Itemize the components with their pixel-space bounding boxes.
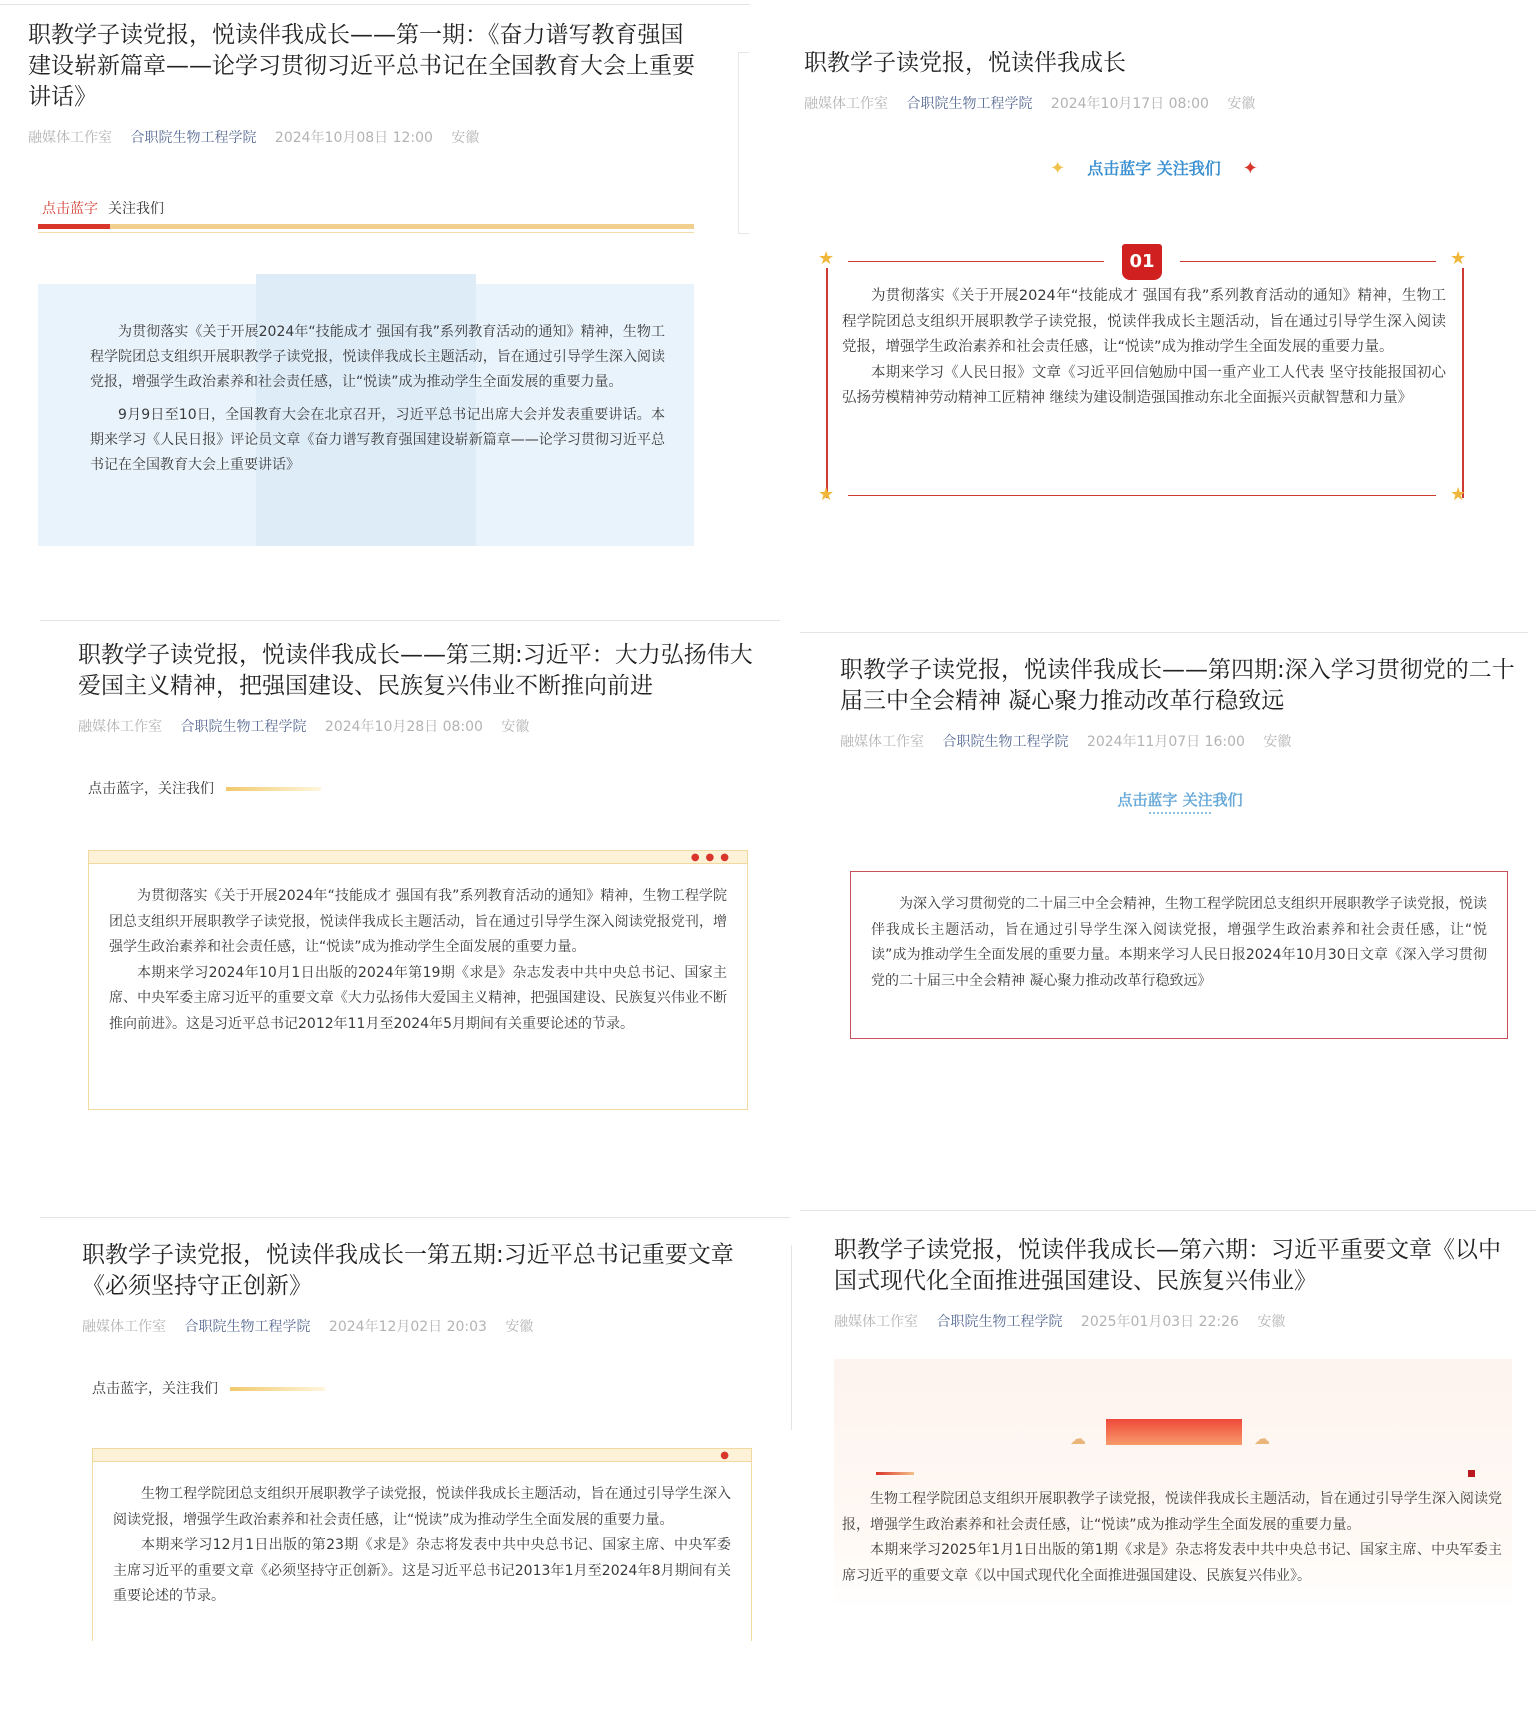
star-icon: ★ [1450, 484, 1467, 505]
article-meta [834, 1311, 1514, 1331]
meta-region: 安徽 [501, 719, 530, 735]
article-meta [82, 1316, 762, 1336]
article-panel-5 [82, 1240, 762, 1640]
follow-text: 点击蓝字 关注我们 [1087, 159, 1221, 178]
paragraph: 生物工程学院团总支组织开展职教学子读党报，悦读伴我成长主题活动，旨在通过引导学生深入阅读党报，增强学生政治素养和社会责任感，让“悦读”成为推动学生全面发展的重要力量。 [842, 1491, 1502, 1533]
article-panel-2 [804, 48, 1504, 528]
meta-studio: 融媒体工作室 [804, 96, 888, 112]
intro-box [38, 284, 694, 546]
article-title[interactable]: 职教学子读党报，悦读伴我成长——第三期:习近平：大力弘扬伟大爱国主义精神，把强国建设、民族复兴伟业不断推向前进 [78, 642, 753, 699]
row1-divider-left [40, 620, 780, 621]
meta-studio: 融媒体工作室 [840, 734, 924, 750]
article-title[interactable]: 职教学子读党报，悦读伴我成长一第五期:习近平总书记重要文章《必须坚持守正创新》 [82, 1242, 734, 1299]
meta-studio: 融媒体工作室 [28, 130, 112, 146]
meta-account-link[interactable]: 合职院生物工程学院 [130, 130, 257, 146]
follow-us-banner[interactable] [42, 198, 164, 218]
follow-gradient-bar [230, 1387, 325, 1391]
content-frame [818, 248, 1467, 508]
paragraph: 为贯彻落实《关于开展2024年“技能成才 强国有我”系列教育活动的通知》精神，生物工程学院团总支组织开展职教学子读党报，悦读伴我成长主题活动，旨在通过引导学生深入阅读党报，增强学生政治素养和社会责任感，让“悦读”成为推动学生全面发展的重要力量。 [90, 324, 665, 390]
intro-box-topbar [89, 851, 747, 864]
frame-right-line [1462, 268, 1464, 498]
follow-us-banner[interactable] [88, 778, 321, 798]
frame-top-line-right [1180, 261, 1436, 262]
intro-box [92, 1448, 752, 1641]
follow-text: 关注我们 [108, 201, 164, 217]
meta-region: 安徽 [1263, 734, 1292, 750]
left-accent-mark [876, 1472, 914, 1475]
follow-text: 点击蓝字，关注我们 [88, 781, 214, 797]
sparkle-icon: ✦ [1050, 158, 1066, 179]
paragraph: 9月9日至10日，全国教育大会在北京召开，习近平总书记出席大会并发表重要讲话。本期来学习《人民日报》评论员文章《奋力谱写教育强国建设崭新篇章——论学习贯彻习近平总书记在全国教育大会上重要讲话》 [90, 407, 665, 473]
star-icon: ★ [1450, 248, 1467, 269]
follow-gradient-bar [226, 787, 321, 791]
row2-divider-right [800, 1210, 1536, 1211]
meta-datetime: 2024年10月08日 12:00 [274, 130, 433, 146]
meta-account-link[interactable]: 合职院生物工程学院 [184, 1319, 311, 1335]
meta-datetime: 2024年10月28日 08:00 [324, 719, 483, 735]
follow-highlight: 点击蓝字 [42, 201, 98, 217]
paragraph: 为贯彻落实《关于开展2024年“技能成才 强国有我”系列教育活动的通知》精神，生物工程学院团总支组织开展职教学子读党报，悦读伴我成长主题活动，旨在通过引导学生深入阅读党报党刊，增强学生政治素养和社会责任感，让“悦读”成为推动学生全面发展的重要力量。 [109, 888, 727, 955]
meta-region: 安徽 [1257, 1314, 1286, 1330]
follow-text: 点击蓝字，关注我们 [92, 1381, 218, 1397]
meta-studio: 融媒体工作室 [82, 1319, 166, 1335]
panel5-vertical-rule [791, 1245, 792, 1430]
meta-region: 安徽 [505, 1319, 534, 1335]
paragraph: 本期来学习《人民日报》文章《习近平回信勉励中国一重产业工人代表 坚守技能报国初心弘扬劳模精神劳动精神工匠精神 继续为建设制造强国推动东北全面振兴贡献智慧和力量》 [842, 364, 1446, 406]
cloud-icon: ☁ [1254, 1429, 1270, 1448]
frame-top-line-left [848, 261, 1104, 262]
header-red-bar [1106, 1419, 1242, 1445]
paragraph: 本期来学习12月1日出版的第23期《求是》杂志将发表中共中央总书记、国家主席、中央军委主席习近平的重要文章《必须坚持守正创新》。这是习近平总书记2013年1月至2024年8月期间有关重要论述的节录。 [113, 1537, 731, 1604]
intro-box [88, 850, 748, 1110]
intro-box-topbar [93, 1449, 751, 1462]
article-meta [840, 731, 1520, 751]
intro-box [850, 871, 1508, 1039]
meta-account-link[interactable]: 合职院生物工程学院 [936, 1314, 1063, 1330]
meta-region: 安徽 [1227, 96, 1256, 112]
follow-us-banner[interactable] [804, 156, 1504, 179]
paragraph: 生物工程学院团总支组织开展职教学子读党报，悦读伴我成长主题活动，旨在通过引导学生深入阅读党报，增强学生政治素养和社会责任感，让“悦读”成为推动学生全面发展的重要力量。 [113, 1486, 731, 1528]
paragraph: 为深入学习贯彻党的二十届三中全会精神，生物工程学院团总支组织开展职教学子读党报，悦读伴我成长主题活动，旨在通过引导学生深入阅读党报，增强学生政治素养和社会责任感，让“悦读”成为推动学生全面发展的重要力量。本期来学习人民日报2024年10月30日文章《深入学习贯彻党的二十届三中全会精神 凝心聚力推动改革行稳致远》 [871, 896, 1487, 989]
article-panel-4 [840, 655, 1520, 1055]
star-icon: ★ [818, 484, 835, 505]
paragraph: 本期来学习2025年1月1日出版的第1期《求是》杂志将发表中共中央总书记、国家主席、中央军委主席习近平的重要文章《以中国式现代化全面推进强国建设、民族复兴伟业》。 [842, 1542, 1502, 1584]
follow-us-banner[interactable] [840, 789, 1520, 814]
meta-studio: 融媒体工作室 [834, 1314, 918, 1330]
cloud-icon: ☁ [1070, 1429, 1086, 1448]
panel-edge-bracket [738, 52, 749, 234]
follow-text: 点击蓝字 关注我们 [1117, 791, 1243, 809]
right-accent-mark [1468, 1470, 1475, 1477]
meta-account-link[interactable]: 合职院生物工程学院 [180, 719, 307, 735]
article-title[interactable]: 职教学子读党报，悦读伴我成长——第四期:深入学习贯彻党的二十届三中全会精神 凝心聚力推动改革行稳致远 [840, 657, 1515, 714]
issue-number-badge: 01 [1122, 244, 1162, 280]
row1-divider-right [800, 632, 1528, 633]
dots-decoration: ●●● [690, 852, 735, 863]
star-icon: ★ [818, 248, 835, 269]
meta-studio: 融媒体工作室 [78, 719, 162, 735]
meta-datetime: 2024年12月02日 20:03 [328, 1319, 487, 1335]
paragraph: 为贯彻落实《关于开展2024年“技能成才 强国有我”系列教育活动的通知》精神，生物工程学院团总支组织开展职教学子读党报，悦读伴我成长主题活动，旨在通过引导学生深入阅读党报，增强学生政治素养和社会责任感，让“悦读”成为推动学生全面发展的重要力量。 [842, 288, 1446, 355]
article-panel-6 [834, 1235, 1514, 1635]
frame-left-line [826, 268, 828, 498]
article-panel-3 [78, 640, 758, 1110]
meta-datetime: 2024年10月17日 08:00 [1050, 96, 1209, 112]
meta-region: 安徽 [451, 130, 480, 146]
meta-datetime: 2024年11月07日 16:00 [1086, 734, 1245, 750]
sparkle-icon: ✦ [1242, 158, 1258, 179]
article-title[interactable]: 职教学子读党报，悦读伴我成长—第六期：习近平重要文章《以中国式现代化全面推进强国建设、民族复兴伟业》 [834, 1237, 1501, 1294]
article-title[interactable]: 职教学子读党报，悦读伴我成长——第一期：《奋力谱写教育强国建设崭新篇章——论学习贯彻习近平总书记在全国教育大会上重要讲话》 [28, 22, 695, 110]
meta-account-link[interactable]: 合职院生物工程学院 [942, 734, 1069, 750]
follow-us-banner[interactable] [92, 1378, 325, 1398]
article-meta [28, 127, 698, 147]
article-panel-1 [28, 20, 698, 580]
frame-bottom-line [848, 495, 1436, 496]
meta-account-link[interactable]: 合职院生物工程学院 [906, 96, 1033, 112]
paragraph: 本期来学习2024年10月1日出版的2024年第19期《求是》杂志发表中共中央总书记、国家主席、中央军委主席习近平的重要文章《大力弘扬伟大爱国主义精神，把强国建设、民族复兴伟业不断推向前进》。这是习近平总书记2012年11月至2024年5月期间有关重要论述的节录。 [109, 964, 727, 1032]
dot-decoration: ● [720, 1450, 729, 1461]
follow-underline-thin [38, 232, 694, 233]
article-meta [78, 716, 758, 736]
follow-dotted-underline [1149, 812, 1211, 814]
article-meta [804, 93, 1504, 113]
article-title[interactable]: 职教学子读党报，悦读伴我成长 [804, 50, 1126, 76]
meta-datetime: 2025年01月03日 22:26 [1080, 1314, 1239, 1330]
top-divider [0, 4, 750, 5]
row2-divider-left [40, 1217, 790, 1218]
follow-underline-bar [38, 224, 694, 229]
